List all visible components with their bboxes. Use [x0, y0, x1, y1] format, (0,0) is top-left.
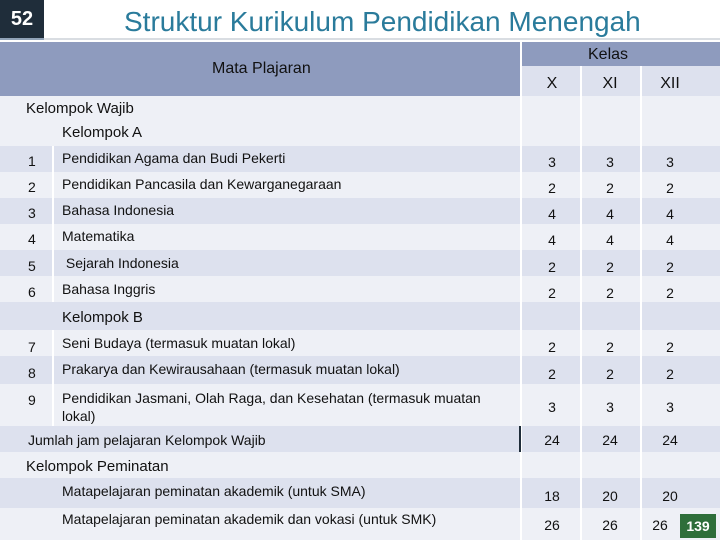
column-divider [520, 42, 522, 540]
subject-name: Bahasa Indonesia [62, 202, 175, 218]
hours-x: 2 [548, 180, 556, 196]
hours-xii: 2 [666, 180, 674, 196]
group-b-label: Kelompok B [62, 309, 143, 326]
row-number: 1 [28, 153, 36, 169]
subject-name-line1: Pendidikan Jasmani, Olah Raga, dan Kesehatan (termasuk muatan [62, 390, 481, 406]
hours-xi: 2 [606, 366, 614, 382]
hours-x: 2 [548, 285, 556, 301]
subject-name-line2: lokal) [62, 408, 96, 424]
row-number: 3 [28, 205, 36, 221]
slide-number: 139 [686, 518, 710, 534]
row-number: 4 [28, 231, 36, 247]
subject-name: Sejarah Indonesia [62, 255, 179, 271]
group-peminatan-label: Kelompok Peminatan [26, 458, 169, 475]
hours-xii: 4 [666, 206, 674, 222]
hours-xi: 3 [606, 154, 614, 170]
total-xi: 24 [602, 432, 618, 448]
total-divider-mark [519, 426, 521, 452]
hours-xi: 2 [606, 259, 614, 275]
slide-number-badge [680, 514, 716, 538]
hours-x: 18 [544, 488, 560, 504]
title-divider [44, 38, 720, 40]
hours-xi: 2 [606, 285, 614, 301]
row-number: 2 [28, 179, 36, 195]
hours-xi: 2 [606, 339, 614, 355]
hours-xi: 4 [606, 232, 614, 248]
hours-xii: 2 [666, 339, 674, 355]
class-col-xii: XII [660, 75, 680, 92]
row-number: 5 [28, 258, 36, 274]
hours-x: 2 [548, 366, 556, 382]
column-divider [52, 330, 54, 426]
subject-name: Pendidikan Pancasila dan Kewarganegaraan [62, 176, 342, 192]
hours-xii: 20 [662, 488, 678, 504]
subject-name: Matematika [62, 228, 135, 244]
row-number: 6 [28, 284, 36, 300]
hours-x: 2 [548, 259, 556, 275]
hours-x: 2 [548, 339, 556, 355]
subject-name: Seni Budaya (termasuk muatan lokal) [62, 335, 296, 351]
group-wajib-label: Kelompok Wajib [26, 100, 134, 117]
hours-x: 4 [548, 206, 556, 222]
group-a-label: Kelompok A [62, 124, 143, 141]
hours-xi: 4 [606, 206, 614, 222]
hours-xi: 26 [602, 517, 618, 533]
hours-x: 3 [548, 154, 556, 170]
hours-x: 3 [548, 399, 556, 415]
hours-xii: 26 [652, 517, 668, 533]
hours-xii: 2 [666, 259, 674, 275]
hours-xii: 4 [666, 232, 674, 248]
hours-xii: 2 [666, 285, 674, 301]
column-divider [52, 146, 54, 302]
class-col-xi: XI [602, 75, 618, 92]
peminatan-name: Matapelajaran peminatan akademik (untuk SMA) [62, 483, 366, 499]
subject-header: Mata Plajaran [212, 60, 311, 77]
hours-xii: 2 [666, 366, 674, 382]
column-divider [640, 66, 642, 540]
column-divider [580, 66, 582, 540]
row-number: 9 [28, 392, 36, 408]
peminatan-name: Matapelajaran peminatan akademik dan vokasi (untuk SMK) [62, 511, 437, 527]
total-xii: 24 [662, 432, 678, 448]
hours-x: 26 [544, 517, 560, 533]
total-x: 24 [544, 432, 560, 448]
page-number-badge [0, 0, 44, 40]
subject-name: Prakarya dan Kewirausahaan (termasuk muatan lokal) [62, 361, 400, 377]
subject-name: Pendidikan Agama dan Budi Pekerti [62, 150, 286, 166]
subject-name: Bahasa Inggris [62, 281, 156, 297]
class-header: Kelas [588, 46, 629, 63]
hours-xii: 3 [666, 154, 674, 170]
row-number: 8 [28, 365, 36, 381]
hours-xi: 2 [606, 180, 614, 196]
slide-title: Struktur Kurikulum Pendidikan Menengah [124, 6, 641, 37]
page-number: 52 [10, 7, 34, 30]
total-label: Jumlah jam pelajaran Kelompok Wajib [28, 432, 266, 448]
hours-x: 4 [548, 232, 556, 248]
row-number: 7 [28, 339, 36, 355]
hours-xii: 3 [666, 399, 674, 415]
curriculum-table [0, 42, 720, 540]
hours-xi: 20 [602, 488, 618, 504]
class-col-x: X [546, 75, 558, 92]
hours-xi: 3 [606, 399, 614, 415]
